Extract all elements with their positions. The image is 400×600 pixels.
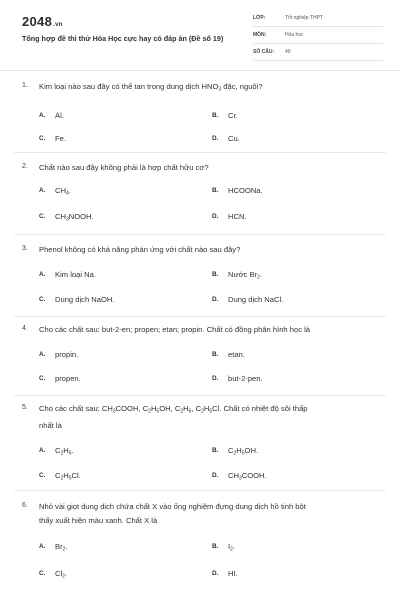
question-number: 1. (22, 82, 28, 89)
meta-value: Tốt nghiệp THPT (285, 15, 323, 21)
question-number: 2. (22, 163, 28, 170)
question-divider (14, 234, 386, 235)
question-text: Kim loại nào sau đây có thể tan trong dung dịch $HNO_3$ đặc, nguội? (39, 82, 263, 93)
question-divider (14, 316, 386, 317)
question-divider (14, 152, 386, 153)
question-number: 4. (22, 325, 28, 332)
meta-row-class (253, 13, 383, 27)
header-divider (0, 70, 400, 71)
question-number: 5. (22, 404, 28, 411)
question-number: 6. (22, 502, 28, 509)
question-text: Phenol không có khả năng phản ứng với chất nào sau đây? (39, 245, 241, 254)
question-text: Cho các chất sau: but-2-en; propen; etan; propin. Chất có đồng phân hình học là (39, 325, 311, 334)
meta-row-subject (253, 30, 383, 44)
meta-row-count (253, 47, 383, 61)
document-header (0, 0, 400, 70)
question-divider (14, 490, 386, 491)
meta-label: MÔN: (253, 32, 267, 38)
question-text: Nhỏ vài giọt dung dịch chứa chất X vào ống nghiệm đựng dung dịch hồ tinh bột thấy xuất hiện màu xanh. Chất X là (39, 502, 306, 525)
meta-value: 40 (285, 49, 291, 55)
question-number: 3. (22, 245, 28, 252)
meta-label: LỚP: (253, 15, 266, 21)
meta-label: SỐ CÂU: (253, 49, 275, 55)
meta-value: Hóa học (285, 32, 304, 38)
question-text: Chất nào sau đây không phải là hợp chất hữu cơ? (39, 163, 209, 172)
question-text: Cho các chất sau: $CH_3COOH$, $C_2H_5OH$, $C_2H_6$, $C_2H_5Cl$. Chất có nhiệt độ sôi thấp nhất là (39, 404, 308, 430)
document-meta (253, 13, 383, 64)
question-divider (14, 395, 386, 396)
site-logo[interactable]: 2048.vn (22, 14, 63, 29)
document-title: Tổng hợp đề thi thử Hóa Học cực hay có đáp án (Đề số 19) (22, 34, 224, 43)
